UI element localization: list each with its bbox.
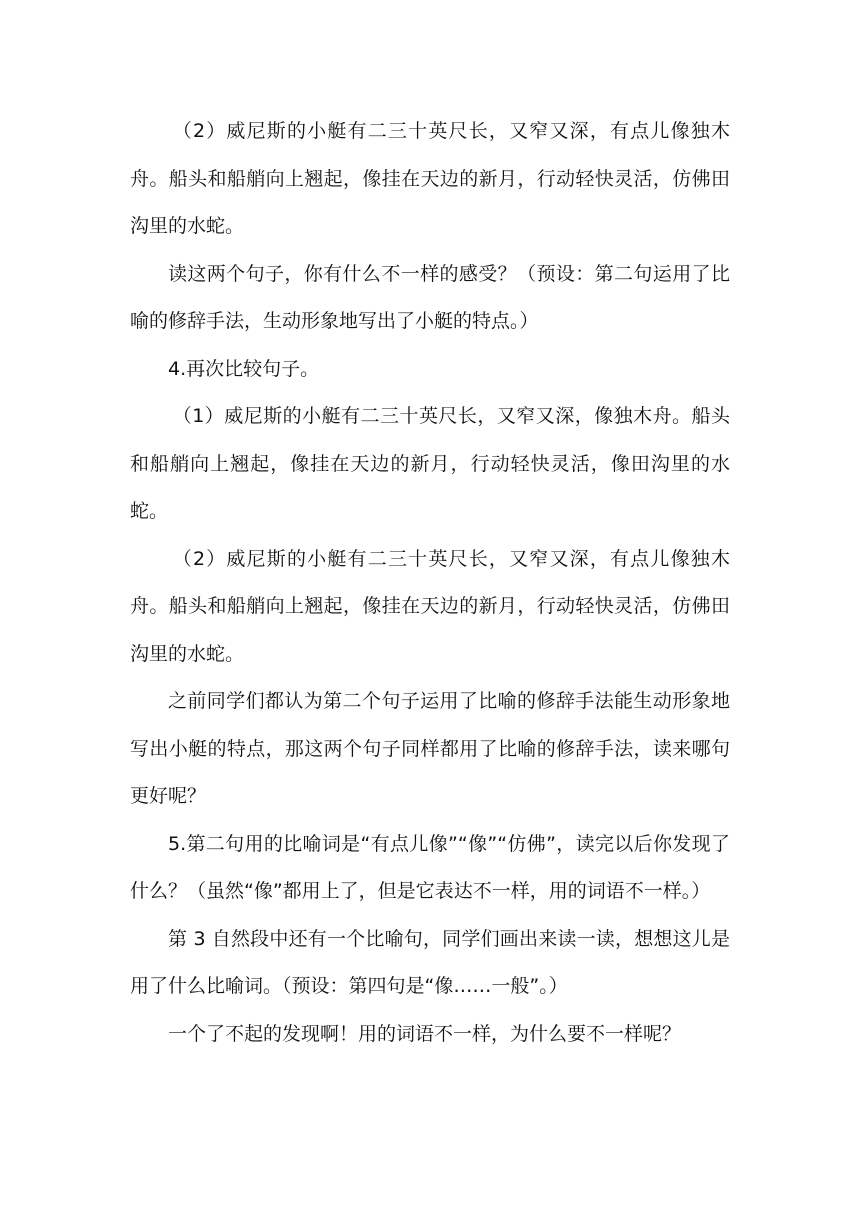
activity-paragraph: 第 3 自然段中还有一个比喻句，同学们画出来读一读，想想这儿是用了什么比喻词。（预设：第四句是“像……一般”。） bbox=[130, 927, 730, 997]
question-paragraph: 读这两个句子，你有什么不一样的感受？（预设：第二句运用了比喻的修辞手法，生动形象地写出了小艇的特点。） bbox=[130, 262, 730, 332]
step-paragraph-5: 5.第二句用的比喻词是“有点儿像”“像”“仿佛”，读完以后你发现了什么？（虽然“像”都用上了，但是它表达不一样，用的词语不一样。） bbox=[130, 832, 730, 902]
document-page bbox=[130, 108, 730, 1058]
compare-sentence-1: （1）威尼斯的小艇有二三十英尺长，又窄又深，像独木舟。船头和船艄向上翘起，像挂在天边的新月，行动轻快灵活，像田沟里的水蛇。 bbox=[130, 405, 730, 522]
example-sentence-2: （2）威尼斯的小艇有二三十英尺长，又窄又深，有点儿像独木舟。船头和船艄向上翘起，像挂在天边的新月，行动轻快灵活，仿佛田沟里的水蛇。 bbox=[130, 120, 730, 237]
compare-sentence-2: （2）威尼斯的小艇有二三十英尺长，又窄又深，有点儿像独木舟。船头和船艄向上翘起，像挂在天边的新月，行动轻快灵活，仿佛田沟里的水蛇。 bbox=[130, 547, 730, 665]
closing-paragraph: 一个了不起的发现啊！用的词语不一样，为什么要不一样呢？ bbox=[168, 1022, 682, 1045]
step-heading-4: 4.再次比较句子。 bbox=[168, 357, 320, 380]
discussion-paragraph: 之前同学们都认为第二个句子运用了比喻的修辞手法能生动形象地写出小艇的特点，那这两个句子同样都用了比喻的修辞手法，读来哪句更好呢？ bbox=[130, 690, 730, 807]
